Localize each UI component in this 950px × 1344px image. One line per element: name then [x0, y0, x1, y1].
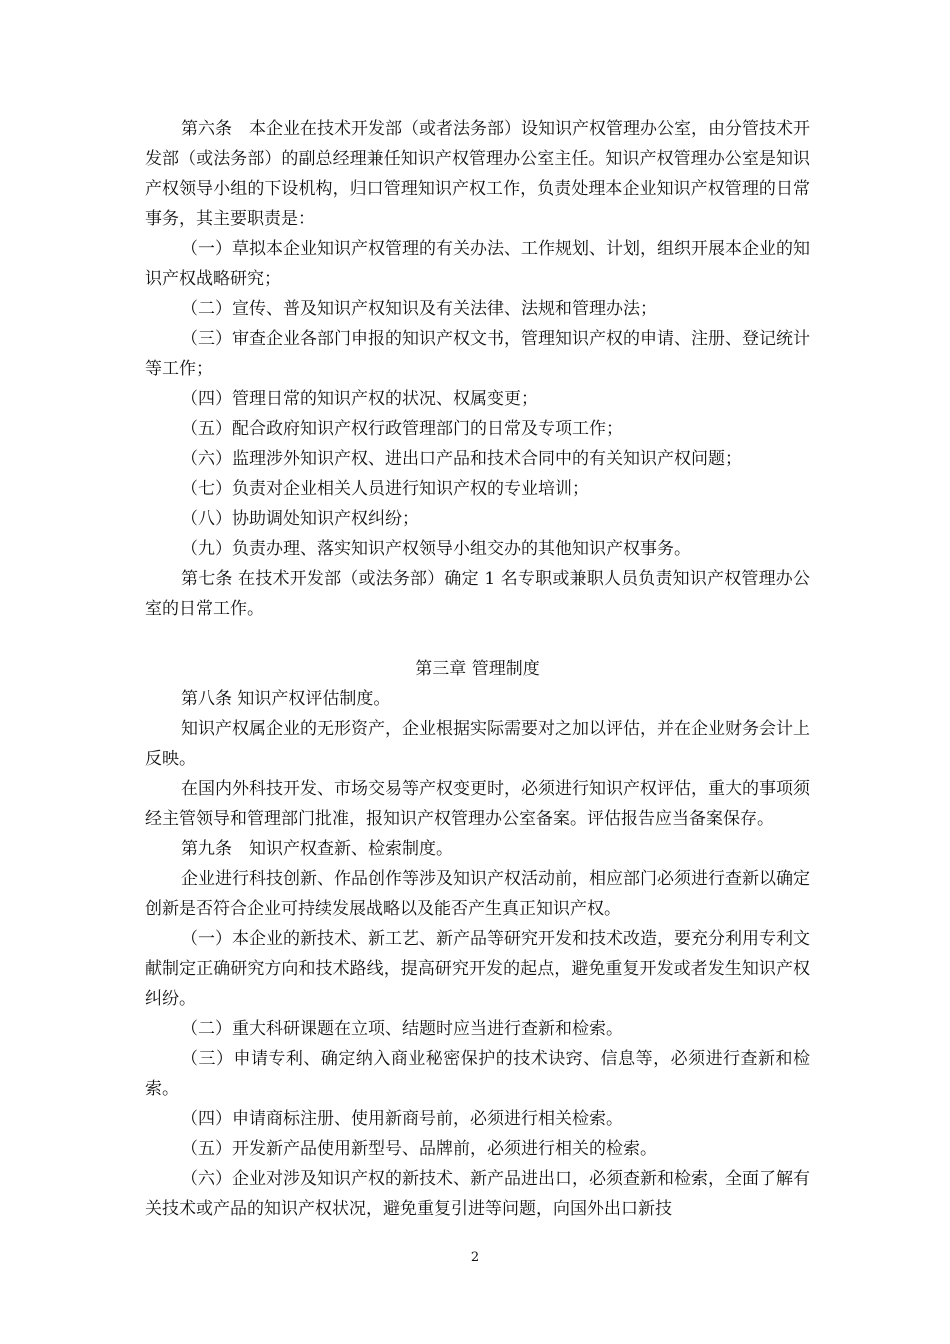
duty-item-6: （六）监理涉外知识产权、进出口产品和技术合同中的有关知识产权问题；	[181, 449, 742, 469]
article-9-title: 第九条 知识产权查新、检索制度。	[181, 839, 453, 859]
search-item-4: （四）申请商标注册、使用新商号前，必须进行相关检索。	[181, 1109, 623, 1129]
duty-item-1: （一）草拟本企业知识产权管理的有关办法、工作规划、计划，组织开展本企业的知识产权战略研究；	[145, 239, 810, 289]
document-body	[145, 114, 810, 1224]
article-8-para-2: 在国内外科技开发、市场交易等产权变更时，必须进行知识产权评估，重大的事项须经主管领导和管理部门批准，报知识产权管理办公室备案。评估报告应当备案保存。	[145, 779, 810, 829]
article-9-intro: 企业进行科技创新、作品创作等涉及知识产权活动前，相应部门必须进行查新以确定创新是否符合企业可持续发展战略以及能否产生真正知识产权。	[145, 869, 810, 919]
search-item-1: （一）本企业的新技术、新工艺、新产品等研究开发和技术改造，要充分利用专利文献制定正确研究方向和技术路线，提高研究开发的起点，避免重复开发或者发生知识产权纠纷。	[145, 929, 810, 1009]
chapter-heading: 第三章 管理制度	[415, 659, 540, 679]
article-6: 第六条 本企业在技术开发部（或者法务部）设知识产权管理办公室，由分管技术开发部（或法务部）的副总经理兼任知识产权管理办公室主任。知识产权管理办公室是知识产权领导小组的下设机构，归口管理知识产权工作，负责处理本企业知识产权管理的日常事务，其主要职责是：	[145, 119, 810, 229]
search-item-5: （五）开发新产品使用新型号、品牌前，必须进行相关的检索。	[181, 1139, 657, 1159]
duty-item-8: （八）协助调处知识产权纠纷；	[181, 509, 419, 529]
duty-item-5: （五）配合政府知识产权行政管理部门的日常及专项工作；	[181, 419, 623, 439]
search-item-6: （六）企业对涉及知识产权的新技术、新产品进出口，必须查新和检索，全面了解有关技术或产品的知识产权状况，避免重复引进等问题，向国外出口新技	[145, 1169, 810, 1219]
duty-item-4: （四）管理日常的知识产权的状况、权属变更；	[181, 389, 538, 409]
article-8-title: 第八条 知识产权评估制度。	[181, 689, 391, 709]
search-item-2: （二）重大科研课题在立项、结题时应当进行查新和检索。	[181, 1019, 623, 1039]
duty-item-7: （七）负责对企业相关人员进行知识产权的专业培训；	[181, 479, 589, 499]
duty-item-2: （二）宣传、普及知识产权知识及有关法律、法规和管理办法；	[181, 299, 657, 319]
section-spacer	[145, 624, 810, 654]
search-item-3: （三）申请专利、确定纳入商业秘密保护的技术诀窍、信息等，必须进行查新和检索。	[145, 1049, 810, 1099]
duty-item-3: （三）审查企业各部门申报的知识产权文书，管理知识产权的申请、注册、登记统计等工作；	[145, 329, 810, 379]
article-8-para-1: 知识产权属企业的无形资产，企业根据实际需要对之加以评估，并在企业财务会计上反映。	[145, 719, 810, 769]
page-number: 2	[470, 1250, 480, 1265]
duty-item-9: （九）负责办理、落实知识产权领导小组交办的其他知识产权事务。	[181, 539, 691, 559]
article-7: 第七条 在技术开发部（或法务部）确定 1 名专职或兼职人员负责知识产权管理办公室的日常工作。	[145, 569, 810, 619]
